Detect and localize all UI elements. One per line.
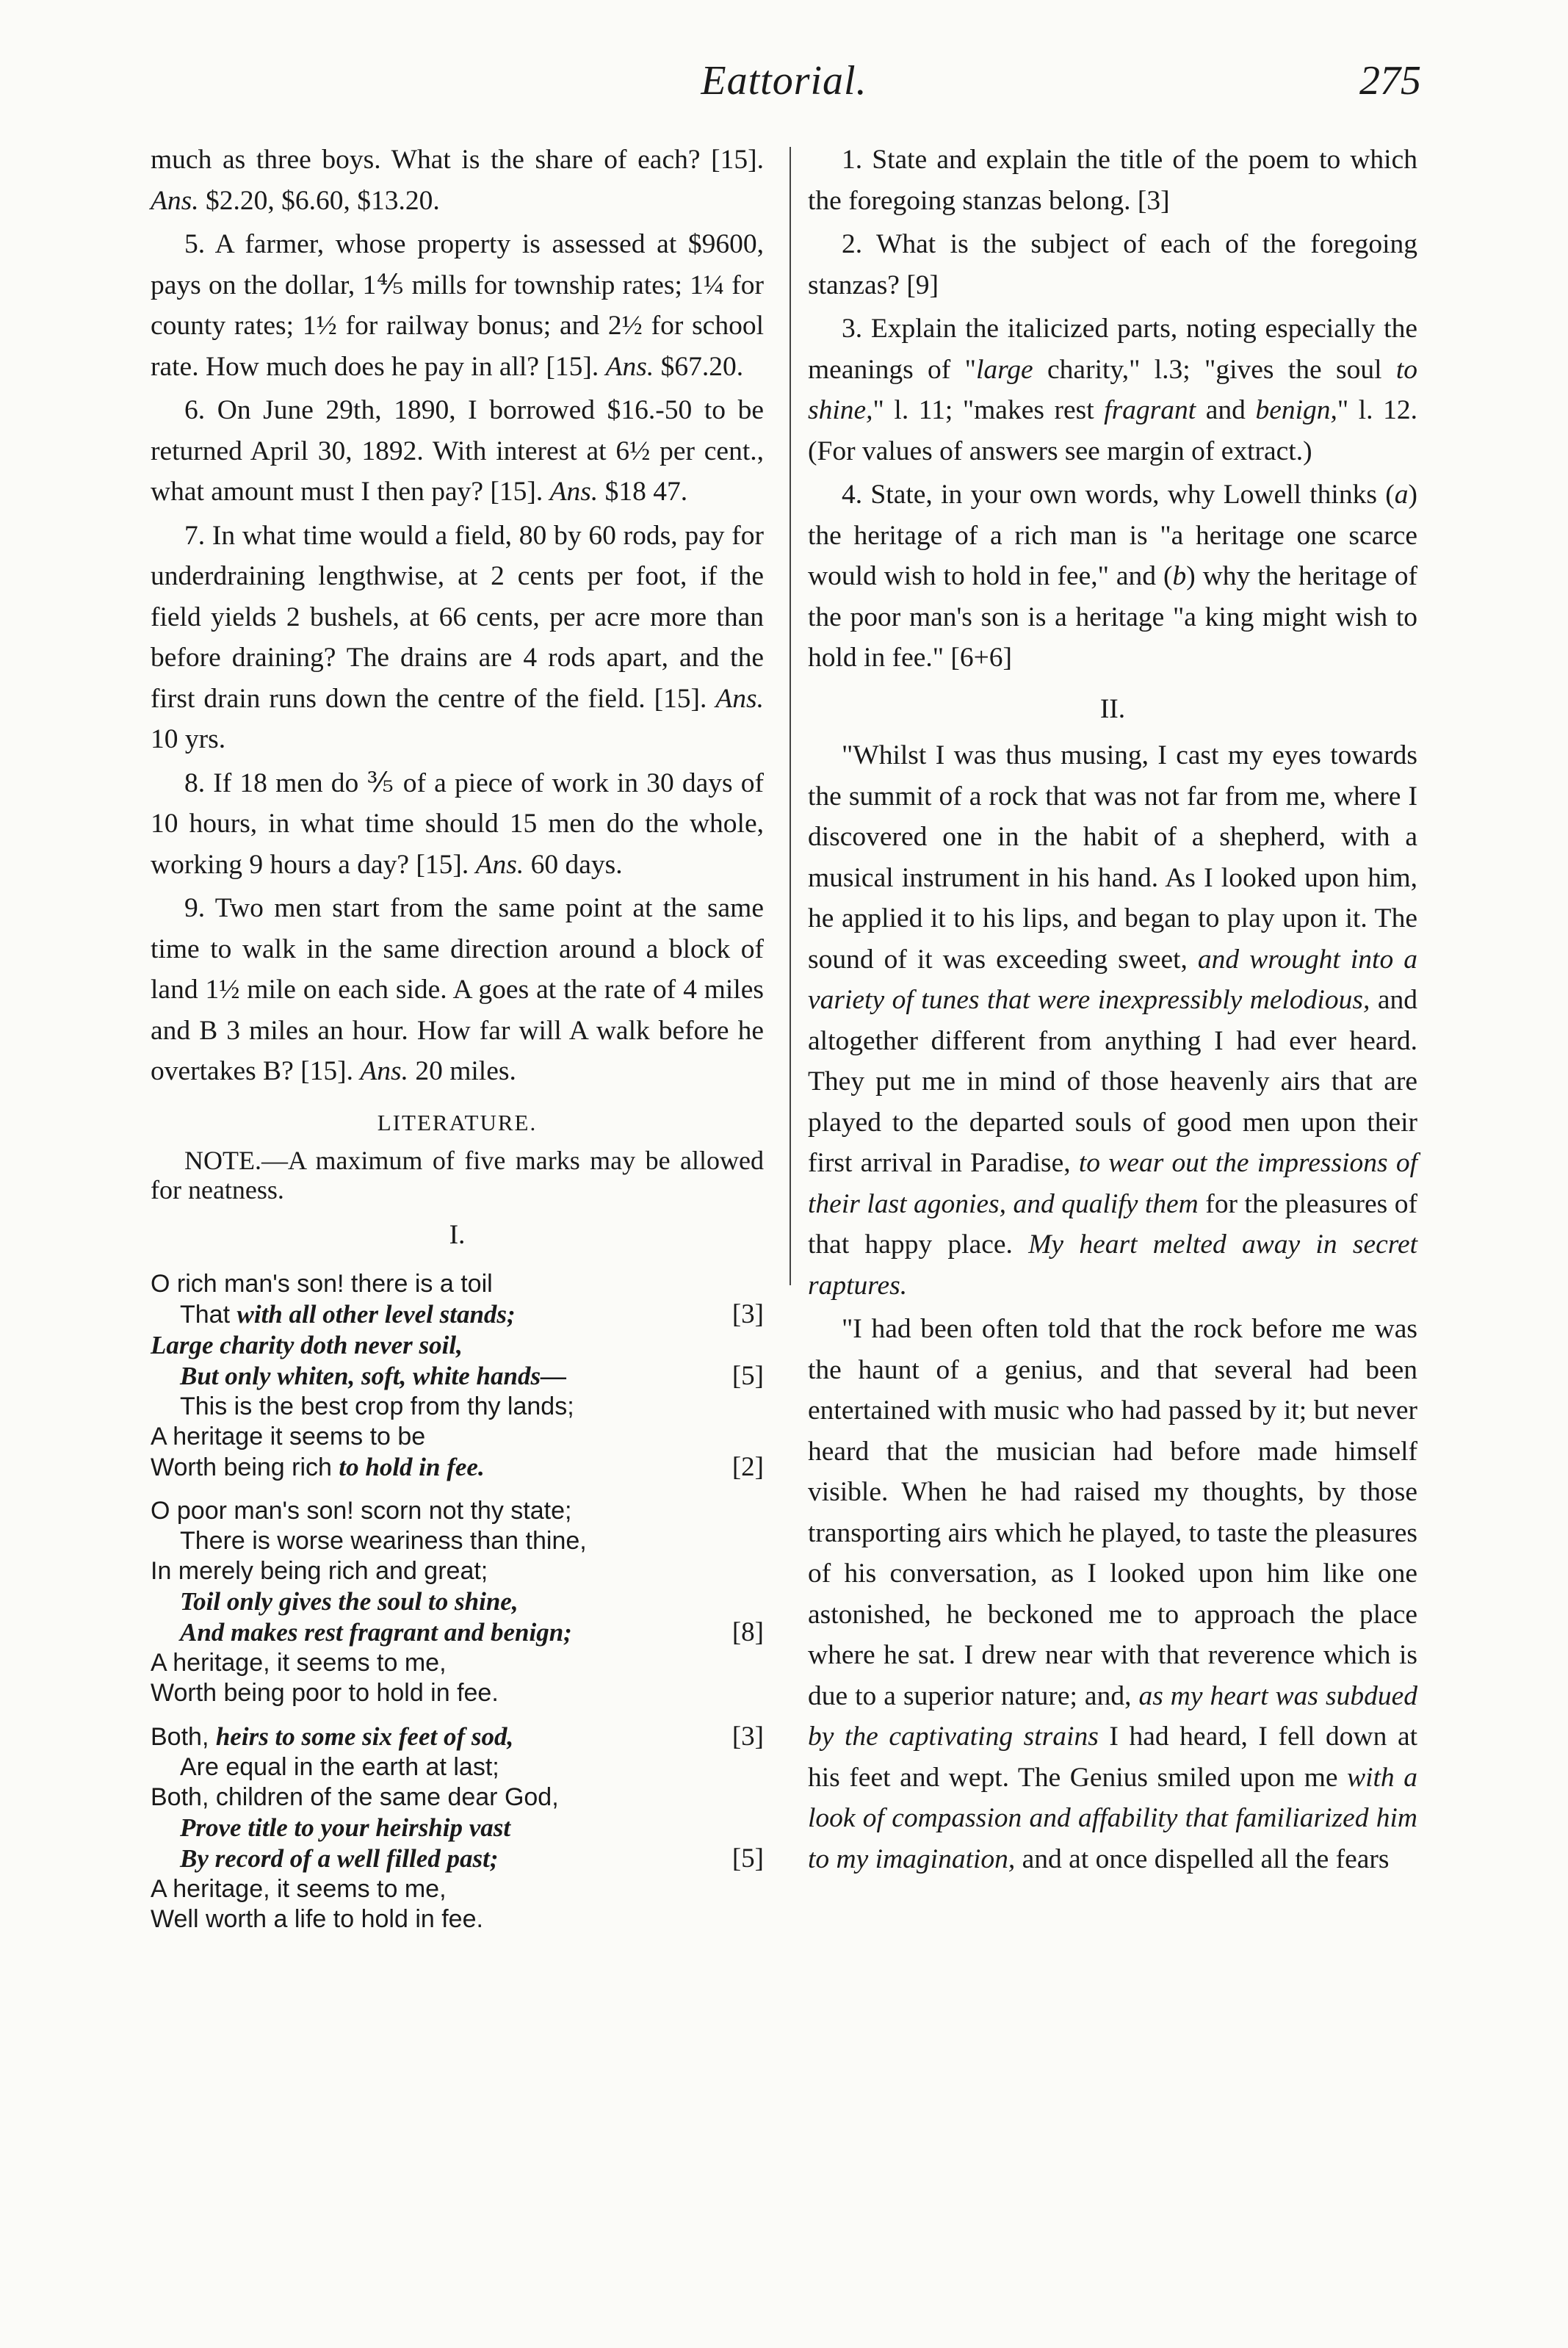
page-header — [0, 57, 1568, 116]
question-2: 2. What is the subject of each of the foregoing stanzas? [9] — [808, 229, 1417, 300]
poem-line — [151, 1648, 764, 1678]
poem-line-italic: Large charity doth never soil, — [151, 1330, 463, 1359]
poem-line — [151, 1299, 764, 1330]
poem-line-mark: [8] — [731, 1616, 764, 1647]
poem-line-mark: [3] — [731, 1298, 764, 1329]
poem-line-text: Both, children of the same dear God, — [151, 1782, 559, 1811]
poem-line-text: Well worth a life to hold in fee. — [151, 1904, 483, 1933]
poem-line — [151, 1361, 764, 1392]
poem-line — [151, 1330, 764, 1361]
column-divider — [790, 147, 791, 1285]
neatness-note: NOTE.—A maximum of five marks may be allowed for neatness. — [151, 1146, 764, 1204]
poem-line — [151, 1586, 764, 1617]
poem-line-mark: [2] — [731, 1451, 764, 1482]
poem-line-italic: heirs to some six feet of sod, — [215, 1722, 514, 1751]
question-3: 3. Explain the italicized parts, noting especially the meanings of "large charity," l.3; "gives the soul to shine," l. 11; "makes rest fragrant and benign," l. 12. (For values of answers see margin of extract.) — [808, 314, 1417, 466]
question-4: 4. State, in your own words, why Lowell thinks (a) the heritage of a rich man is "a heritage one scarce would wish to hold in fee," and (b) why the heritage of the poor man's son is a heritage "a king might wish to hold in fee." [6+6] — [808, 480, 1417, 673]
poem-line-text: Worth being rich — [151, 1453, 332, 1481]
running-title: Eattorial. — [701, 58, 867, 104]
problem-6: 6. On June 29th, 1890, I borrowed $16.-50 to be returned April 30, 1892. With interest at 6½ per cent., what amount must I then pay? [15]. Ans. $18 47. — [151, 395, 764, 507]
poem-line — [151, 1496, 764, 1526]
poem-line-text: Both, — [151, 1722, 209, 1751]
extract-paragraph-2: "I had been often told that the rock before me was the haunt of a genius, and that several had been entertained with music who had passed by it; but never heard that the musician had before made himself visible. When he had raised my thoughts, by those transporting airs which he played, to taste the pleasures of his conversation, as I looked upon him like one astonished, he beckoned me to approach the place where he sat. I drew near with that reverence which is due to a superior nature; and, as my heart was subdued by the captivating strains I had heard, I fell down at his feet and wept. The Genius smiled upon me with a look of compassion and affability that familiarized him to my imagination, and at once dispelled all the fears — [808, 1314, 1418, 1874]
poem-line — [151, 1526, 764, 1556]
poem-stanza — [151, 1496, 764, 1708]
poem-line — [151, 1269, 764, 1299]
poem-stanza — [151, 1722, 764, 1935]
poem-line-mark: [3] — [731, 1721, 764, 1752]
poem-line-italic: But only whiten, soft, white hands— — [180, 1361, 567, 1390]
poem-line-text: Worth being poor to hold in fee. — [151, 1678, 499, 1707]
poem-line-text: This is the best crop from thy lands; — [180, 1392, 574, 1420]
poem-line-text: There is worse weariness than thine, — [180, 1526, 587, 1555]
extract-paragraph-1: "Whilst I was thus musing, I cast my eyes towards the summit of a rock that was not far from me, where I discovered one in the habit of a shepherd, with a musical instrument in his hand. As I looked upon him, he applied it to his lips, and began to play upon it. The sound of it was exceeding sweet, and wrought into a variety of tunes that were inexpressibly melodious, and altogether different from anything I had ever heard. They put me in mind of those heavenly airs that are played to the departed souls of good men upon their first arrival in Paradise, to wear out the impressions of their last agonies, and qualify them for the pleasures of that happy place. My heart melted away in secret raptures. — [808, 740, 1418, 1301]
poem-line-text: In merely being rich and great; — [151, 1556, 488, 1585]
problem-8: 8. If 18 men do ⅗ of a piece of work in 30 days of 10 hours, in what time should 15 men do the whole, working 9 hours a day? [15]. Ans. 60 days. — [151, 767, 764, 880]
poem-line-text: O rich man's son! there is a toil — [151, 1269, 493, 1298]
poem-line — [151, 1874, 764, 1904]
section-one-heading: I. — [449, 1220, 466, 1250]
poem-line-text: A heritage it seems to be — [151, 1422, 426, 1451]
left-column — [151, 140, 764, 1935]
poem-stanza — [151, 1269, 764, 1483]
poem-extract — [151, 1269, 764, 1935]
poem-line — [151, 1722, 764, 1752]
question-1: 1. State and explain the title of the poem to which the foregoing stanzas belong. [3] — [808, 145, 1417, 216]
poem-line — [151, 1452, 764, 1483]
problem-4-continued: much as three boys. What is the share of each? [15]. Ans. $2.20, $6.60, $13.20. — [151, 145, 764, 216]
poem-line — [151, 1556, 764, 1586]
poem-line-mark: [5] — [731, 1843, 764, 1874]
poem-line-text: O poor man's son! scorn not thy state; — [151, 1496, 572, 1525]
poem-line — [151, 1813, 764, 1843]
poem-line-text: A heritage, it seems to me, — [151, 1874, 447, 1903]
poem-line — [151, 1782, 764, 1813]
page-number: 275 — [1359, 58, 1421, 104]
poem-line-text: That — [180, 1300, 231, 1329]
poem-line-text: Are equal in the earth at last; — [180, 1752, 499, 1781]
poem-line-italic: with all other level stands; — [236, 1299, 516, 1329]
poem-line — [151, 1752, 764, 1782]
poem-line-italic: By record of a well filled past; — [180, 1843, 499, 1873]
poem-line — [151, 1843, 764, 1874]
poem-line-italic: Toil only gives the soul to shine, — [180, 1586, 519, 1616]
poem-line — [151, 1422, 764, 1452]
poem-line-italic: And makes rest fragrant and benign; — [180, 1617, 572, 1647]
poem-line — [151, 1617, 764, 1648]
poem-line-mark: [5] — [731, 1360, 764, 1391]
poem-line — [151, 1678, 764, 1708]
poem-line-italic: to hold in fee. — [339, 1452, 485, 1481]
poem-line-italic: Prove title to your heirship vast — [180, 1813, 511, 1842]
poem-line — [151, 1392, 764, 1422]
problem-9: 9. Two men start from the same point at the same time to walk in the same direction around a block of land 1½ mile on each side. A goes at the rate of 4 miles and B 3 miles an hour. How far will A walk before he overtakes B? [15]. Ans. 20 miles. — [151, 893, 764, 1086]
problem-5: 5. A farmer, whose property is assessed at $9600, pays on the dollar, 1⅘ mills for township rates; 1¼ for county rates; 1½ for railway bonus; and 2½ for school rate. How much does he pay in all? [15]. Ans. $67.20. — [151, 229, 764, 382]
poem-line — [151, 1904, 764, 1935]
problem-7: 7. In what time would a field, 80 by 60 rods, pay for underdraining lengthwise, at 2 cents per foot, if the field yields 2 bushels, at 66 cents, per acre more than before draining? The drains are 4 rods apart, and the first drain runs down the centre of the field. [15]. Ans. 10 yrs. — [151, 520, 765, 754]
literature-heading: LITERATURE. — [377, 1109, 538, 1135]
section-two-heading: II. — [1099, 693, 1126, 724]
right-column — [808, 140, 1417, 1882]
poem-line-text: A heritage, it seems to me, — [151, 1648, 447, 1677]
